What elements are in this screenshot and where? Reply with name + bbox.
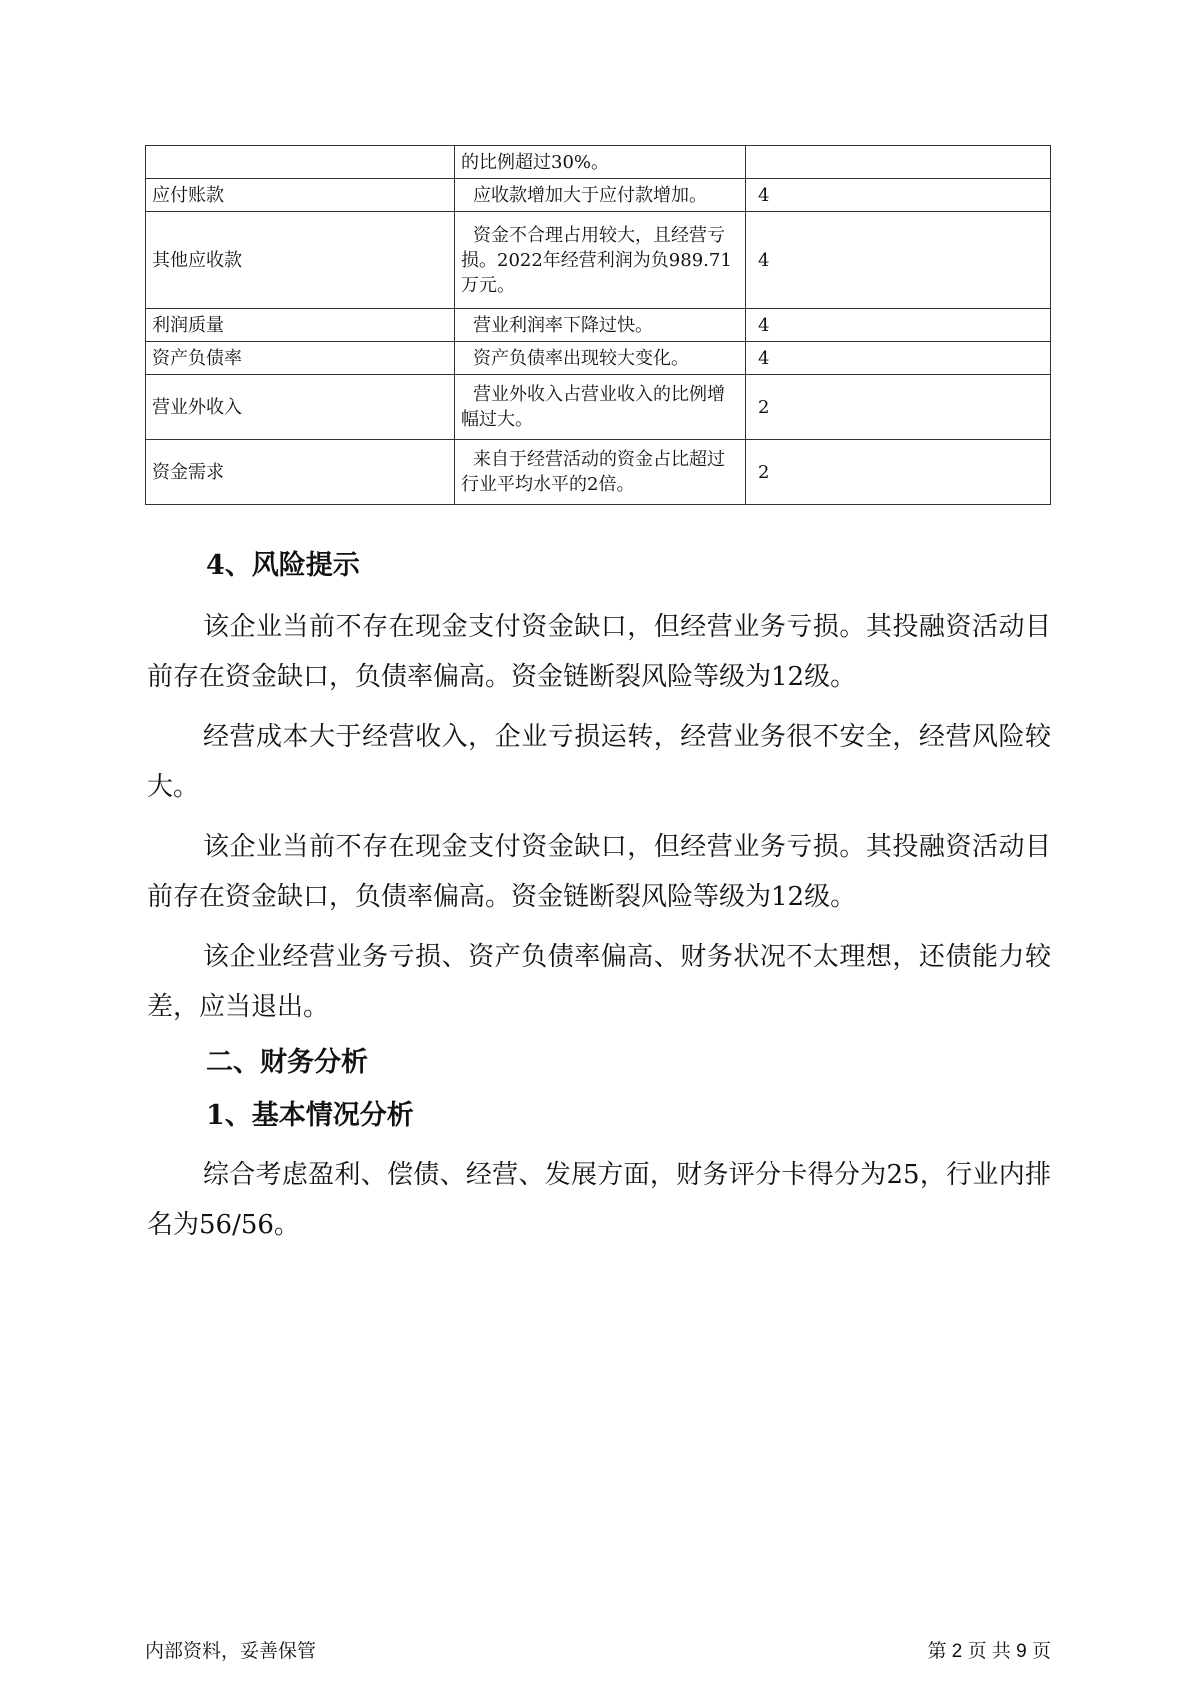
indicator-description: 营业外收入占营业收入的比例增幅过大。	[455, 375, 746, 440]
table-row	[146, 212, 1051, 309]
indicator-name	[146, 146, 455, 179]
risk-paragraph-1: 该企业当前不存在现金支付资金缺口，但经营业务亏损。其投融资活动目前存在资金缺口，负债率偏高。资金链断裂风险等级为12级。	[147, 612, 1051, 692]
basic-analysis-heading: 1、基本情况分析	[206, 1100, 414, 1131]
risk-warning-heading: 4、风险提示	[206, 550, 360, 581]
indicator-description: 资金不合理占用较大，且经营亏损。2022年经营利润为负989.71万元。	[455, 212, 746, 309]
footer-confidential-note: 内部资料，妥善保管	[145, 1641, 317, 1662]
indicator-name: 资产负债率	[146, 342, 455, 375]
indicator-name: 资金需求	[146, 440, 455, 505]
risk-paragraph-2: 经营成本大于经营收入，企业亏损运转，经营业务很不安全，经营风险较大。	[147, 722, 1051, 802]
indicator-description: 资产负债率出现较大变化。	[455, 342, 746, 375]
indicator-description: 的比例超过30%。	[455, 146, 746, 179]
footer-page-number: 第 2 页 共 9 页	[927, 1641, 1051, 1662]
indicator-score: 4	[746, 212, 1051, 309]
table-row	[146, 309, 1051, 342]
basic-analysis-paragraph: 综合考虑盈利、偿债、经营、发展方面，财务评分卡得分为25，行业内排名为56/56。	[147, 1160, 1051, 1240]
table-row	[146, 342, 1051, 375]
table-row	[146, 146, 1051, 179]
risk-indicator-table	[145, 145, 1051, 505]
indicator-score: 4	[746, 309, 1051, 342]
indicator-description: 营业利润率下降过快。	[455, 309, 746, 342]
indicator-score: 4	[746, 342, 1051, 375]
table-row	[146, 440, 1051, 505]
table-row	[146, 179, 1051, 212]
indicator-score: 2	[746, 440, 1051, 505]
indicator-description: 应收款增加大于应付款增加。	[455, 179, 746, 212]
indicator-name: 其他应收款	[146, 212, 455, 309]
indicator-score	[746, 146, 1051, 179]
risk-paragraph-3: 该企业当前不存在现金支付资金缺口，但经营业务亏损。其投融资活动目前存在资金缺口，负债率偏高。资金链断裂风险等级为12级。	[147, 832, 1051, 912]
indicator-name: 利润质量	[146, 309, 455, 342]
financial-analysis-heading: 二、财务分析	[206, 1047, 368, 1078]
risk-paragraph-4: 该企业经营业务亏损、资产负债率偏高、财务状况不太理想，还债能力较差，应当退出。	[147, 942, 1051, 1022]
indicator-name: 营业外收入	[146, 375, 455, 440]
indicator-name: 应付账款	[146, 179, 455, 212]
table-row	[146, 375, 1051, 440]
indicator-score: 2	[746, 375, 1051, 440]
indicator-score: 4	[746, 179, 1051, 212]
indicator-description: 来自于经营活动的资金占比超过行业平均水平的2倍。	[455, 440, 746, 505]
